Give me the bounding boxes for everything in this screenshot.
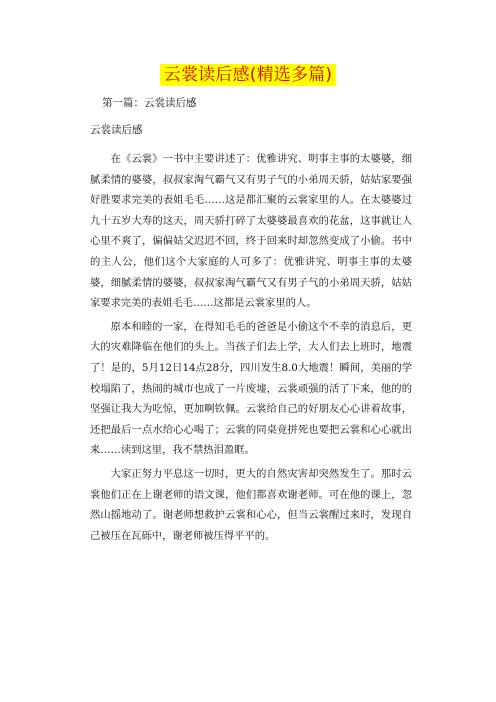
paragraph-2: 原本和睦的一家，在得知毛毛的爸爸是小偷这个不幸的消息后，更大的灾难降临在他们的头上。当孩子们去上学，大人们去上班时，地震了！是的，5月12日14点28分，四川发生8.0大地震！瞬间，美丽的学校塌陷了，热闹的城市也成了一片废墟，云裳顽强的活了下来，他的的坚强让我大为吃惊，更加啊钦佩。云裳给自己的好朋友心心讲着故事，还把最后一点水给心心喝了；云裳的同桌竟拼死也要把云裳和心心就出来……读到这里，我不禁热泪盈眶。 <box>90 320 412 457</box>
paragraph-1: 在《云裳》一书中主要讲述了：优雅讲究、明事主事的太婆婆，细腻柔情的婆婆，叔叔家淘气霸气又有男子气的小弟周天骄，姑姑家要强好胜要求完美的表姐毛毛……这是都汇聚的云裳家里的人。在太婆婆过九十五岁大寿的这天，周天骄打碎了太婆婆最喜欢的花盆，这事就让人心里不爽了，偏偏姑父迟迟不回，终于回来时却忽然变成了小偷。书中的主人公，他们这个大家庭的人可多了：优雅讲究、明事主事的太婆婆，细腻柔情的婆婆，叔叔家淘气霸气又有男子气的小弟周天骄，姑姑家要求完美的表姐毛毛……这都是云裳家里的人。 <box>90 153 412 310</box>
section-heading: 第一篇：云裳读后感 <box>102 97 197 109</box>
title-container <box>0 64 496 86</box>
paragraph-3: 大家正努力平息这一切时，更大的自然灾害却突然发生了。那时云裳他们正在上谢老师的语文课，他们都喜欢谢老师。可在他的课上，忽然山摇地动了。谢老师想救护云裳和心心，但当云裳醒过来时，发现自己被压在瓦砾中，谢老师被压得平平的。 <box>90 467 412 542</box>
document-body <box>90 96 412 549</box>
document-title: 云裳读后感(精选多篇) <box>160 64 336 86</box>
section-subheading: 云裳读后感 <box>90 124 143 136</box>
